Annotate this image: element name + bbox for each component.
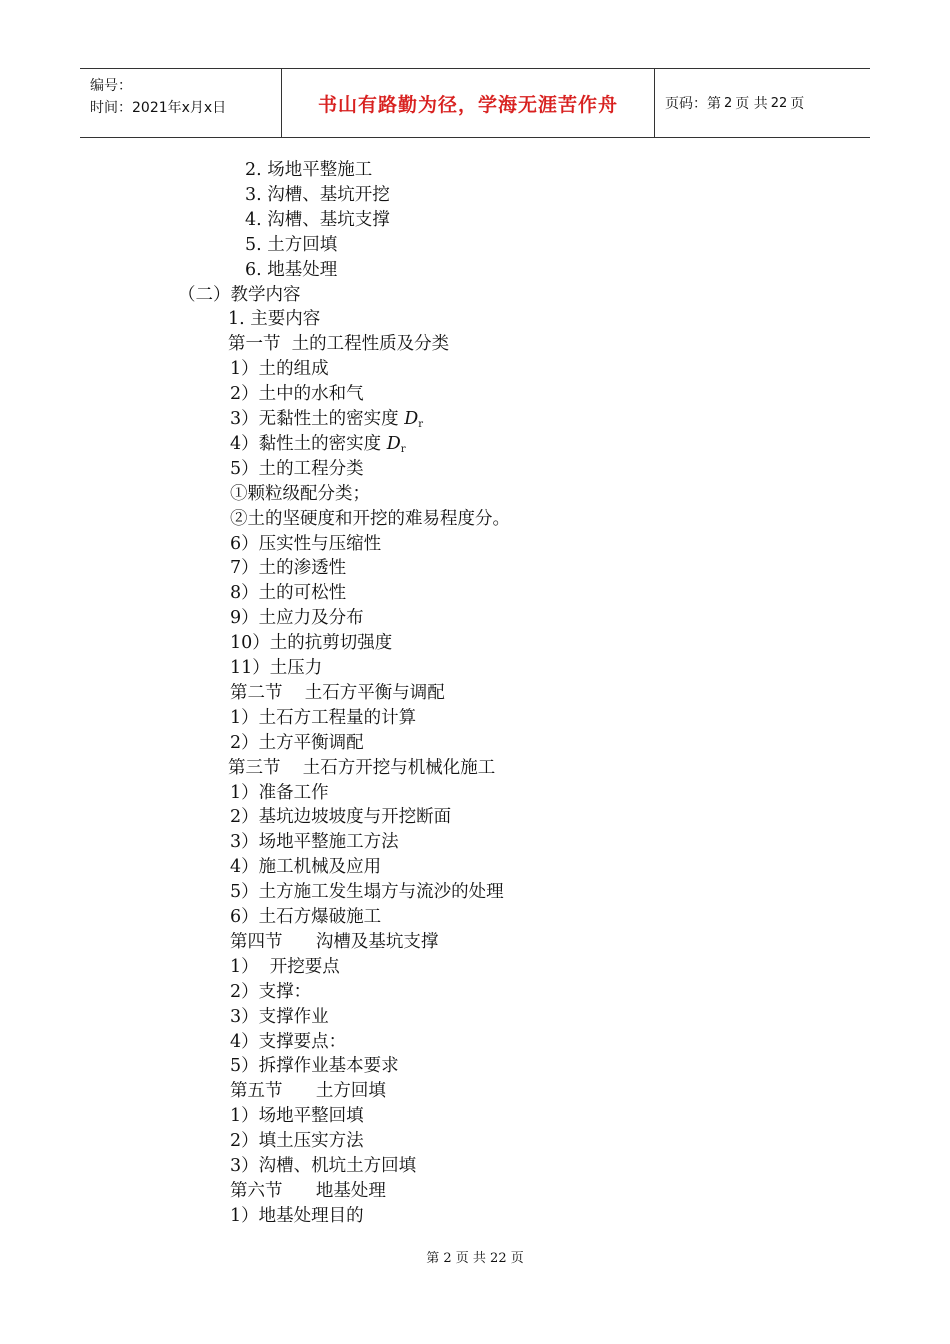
line-text: 2）土中的水和气 <box>230 384 364 405</box>
content-line <box>230 855 381 879</box>
line-text: 7）土的渗透性 <box>230 558 347 579</box>
line-text: 1）地基处理目的 <box>230 1205 364 1226</box>
variable-subscript: r <box>400 443 406 455</box>
line-text: 5）土的工程分类 <box>230 458 364 479</box>
content-line <box>245 208 390 232</box>
page-end-label: 页 <box>790 96 805 112</box>
line-text: 第三节 土石方开挖与机械化施工 <box>228 757 496 778</box>
line-text: 1） 开挖要点 <box>230 956 340 977</box>
line-text: 5）土方施工发生塌方与流沙的处理 <box>230 882 504 903</box>
content-line <box>245 258 337 282</box>
line-text: 10）土的抗剪切强度 <box>230 633 393 654</box>
line-text: 4）黏性土的密实度 <box>230 433 387 454</box>
line-text: 1. 主要内容 <box>228 309 321 330</box>
page-total: 22 <box>770 95 788 111</box>
content-line <box>230 1179 386 1203</box>
content-line <box>230 830 399 854</box>
line-text: 4）施工机械及应用 <box>230 857 382 878</box>
line-text: 第一节 土的工程性质及分类 <box>228 334 450 355</box>
content-line <box>230 1129 364 1153</box>
content-line <box>230 1030 346 1054</box>
content-line <box>230 706 416 730</box>
content-line <box>230 357 329 381</box>
line-text: 6. 地基处理 <box>245 259 338 280</box>
content-line <box>230 1154 416 1178</box>
content-line <box>230 880 504 904</box>
line-text: 8）土的可松性 <box>230 583 347 604</box>
content-line <box>230 731 364 755</box>
variable-symbol: D <box>404 409 419 429</box>
line-text: 1）准备工作 <box>230 782 329 803</box>
line-text: 3）沟槽、机坑土方回填 <box>230 1156 417 1176</box>
line-text: ①颗粒级配分类； <box>230 483 370 504</box>
page-label: 页码：第 <box>665 96 721 112</box>
line-text: ②土的坚硬度和开挖的难易程度分。 <box>230 508 510 529</box>
page-header <box>80 68 870 138</box>
content-line <box>230 905 381 929</box>
line-text: 3）场地平整施工方法 <box>230 832 399 853</box>
content-line <box>230 1204 364 1228</box>
line-text: 1）土石方工程量的计算 <box>230 707 417 728</box>
variable-subscript: r <box>418 419 424 430</box>
line-text: （二）教学内容 <box>178 284 301 305</box>
content-line <box>230 980 311 1004</box>
page-mid-label: 页 共 <box>735 96 768 112</box>
code-label: 编号： <box>90 78 132 94</box>
content-line <box>230 606 364 630</box>
content-line <box>178 283 301 307</box>
content-line <box>228 756 495 780</box>
content-line <box>230 1079 386 1103</box>
content-line <box>230 507 510 531</box>
line-text: 3）无黏性土的密实度 <box>230 409 405 429</box>
line-text: 1）场地平整回填 <box>230 1106 364 1127</box>
content-line <box>245 183 390 207</box>
header-motto-cell <box>282 69 655 137</box>
content-line <box>230 532 381 556</box>
line-text: 5）拆撑作业基本要求 <box>230 1056 399 1077</box>
content-line <box>230 955 340 979</box>
content-line <box>230 656 322 680</box>
line-text: 9）土应力及分布 <box>230 608 364 629</box>
line-text: 5. 土方回填 <box>245 234 338 255</box>
content-line <box>230 382 364 406</box>
content-line <box>230 631 392 655</box>
content-line <box>245 233 337 257</box>
content-line <box>230 482 370 506</box>
line-text: 3. 沟槽、基坑开挖 <box>245 184 390 205</box>
line-text: 第四节 沟槽及基坑支撑 <box>230 931 439 952</box>
line-text: 第二节 土石方平衡与调配 <box>230 682 445 703</box>
content-line <box>230 805 451 829</box>
header-page-cell <box>655 69 870 137</box>
content-line <box>230 1054 399 1078</box>
content-line <box>228 332 449 356</box>
content-line <box>230 1104 364 1128</box>
content-line <box>230 930 438 954</box>
content-line <box>230 681 445 705</box>
content-line <box>230 581 346 605</box>
line-text: 2）填土压实方法 <box>230 1131 364 1152</box>
page-footer: 第 2 页 共 22 页 <box>426 1251 524 1266</box>
content-line <box>230 457 364 481</box>
content-line <box>230 1005 329 1029</box>
content-line <box>230 556 346 580</box>
line-text: 4. 沟槽、基坑支撑 <box>245 209 390 230</box>
content-line <box>230 781 329 805</box>
line-text: 4）支撑要点： <box>230 1031 347 1052</box>
variable-symbol: D <box>386 433 401 454</box>
line-text: 第五节 土方回填 <box>230 1081 386 1102</box>
content-line <box>228 307 320 331</box>
line-text: 3）支撑作业 <box>230 1006 329 1027</box>
motto-text: 书山有路勤为径，学海无涯苦作舟 <box>317 93 618 116</box>
line-text: 2. 场地平整施工 <box>245 160 373 180</box>
line-text: 第六节 地基处理 <box>230 1180 386 1201</box>
page-number: 2 <box>724 95 733 111</box>
content-line <box>245 158 372 182</box>
line-text: 2）基坑边坡坡度与开挖断面 <box>230 807 452 828</box>
line-text: 1）土的组成 <box>230 359 329 380</box>
line-text: 2）土方平衡调配 <box>230 732 364 753</box>
line-text: 2）支撑： <box>230 981 312 1002</box>
date-label: 时间：2021年x月x日 <box>90 100 227 116</box>
line-text: 6）土石方爆破施工 <box>230 907 382 927</box>
header-meta-cell <box>80 69 282 137</box>
line-text: 11）土压力 <box>230 658 323 678</box>
line-text: 6）压实性与压缩性 <box>230 533 382 554</box>
